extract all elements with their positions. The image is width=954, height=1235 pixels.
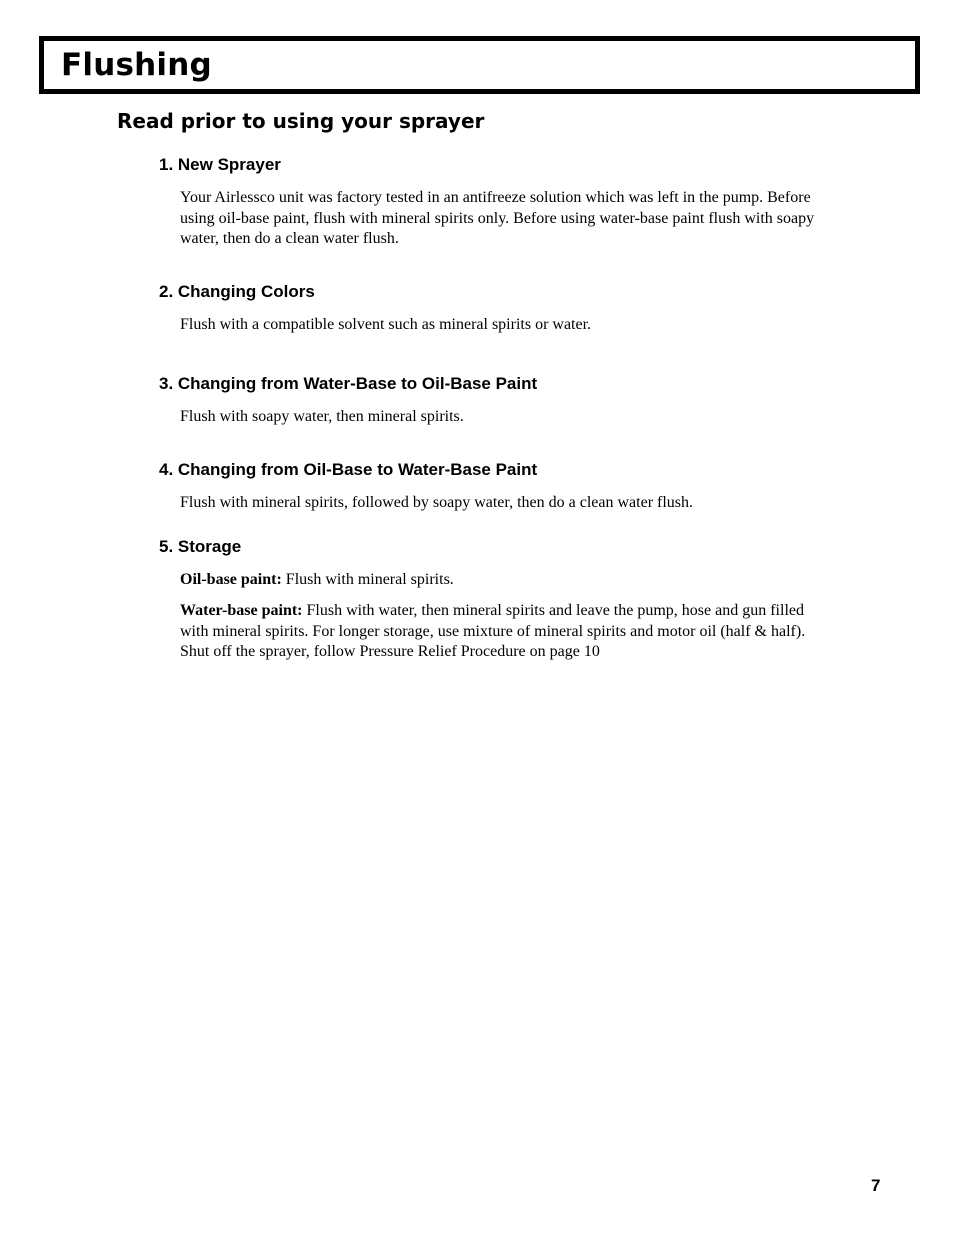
text-changing-colors: Flush with a compatible solvent such as mineral spirits or water.: [180, 316, 592, 333]
storage-oil-base-paragraph: [180, 570, 820, 591]
heading-water-to-oil: 3. Changing from Water-Base to Oil-Base Paint: [159, 374, 538, 393]
storage-water-base-label: Water-base paint:: [180, 602, 303, 619]
storage-water-base-text: Flush with water, then mineral spirits and leave the pump, hose and gun filled with mineral spirits. For longer storage, use mixture of mineral spirits and motor oil (half & half). Shut off the sprayer, follow Pressure Relief Procedure on page 10: [180, 602, 806, 660]
storage-water-base-paragraph: [180, 601, 820, 663]
text-oil-to-water: Flush with mineral spirits, followed by soapy water, then do a clean water flush.: [180, 494, 694, 511]
text-water-to-oil: Flush with soapy water, then mineral spirits.: [180, 408, 464, 425]
section-subtitle: Read prior to using your sprayer: [117, 109, 485, 133]
storage-oil-base-text: Flush with mineral spirits.: [281, 571, 454, 588]
text-new-sprayer: Your Airlessco unit was factory tested in an antifreeze solution which was left in the pump. Before using oil-base paint, flush with mineral spirits only. Before using water-base paint flush with soapy water, then do a clean water flush.: [180, 189, 815, 247]
heading-oil-to-water: 4. Changing from Oil-Base to Water-Base Paint: [159, 460, 538, 479]
heading-changing-colors: 2. Changing Colors: [159, 282, 315, 301]
heading-storage: 5. Storage: [159, 537, 242, 556]
page-number: 7: [871, 1176, 881, 1195]
heading-new-sprayer: 1. New Sprayer: [159, 155, 281, 174]
page-title-box: [39, 36, 920, 94]
page-title: Flushing: [61, 47, 212, 83]
storage-oil-base-label: Oil-base paint:: [180, 571, 282, 588]
